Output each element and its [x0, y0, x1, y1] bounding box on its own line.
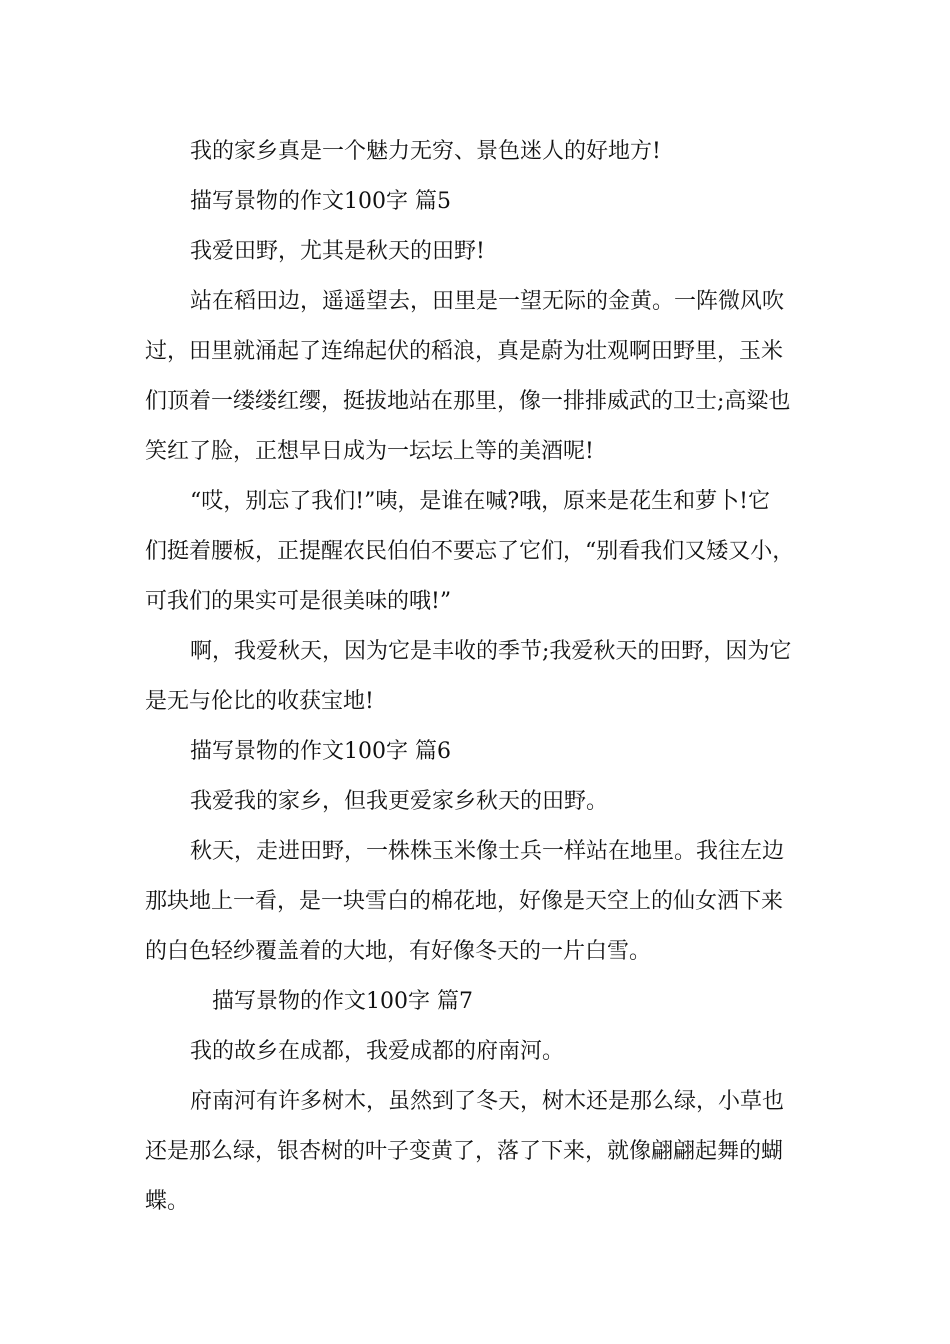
- text-line: 府南河有许多树木，虽然到了冬天，树木还是那么绿，小草也: [190, 1089, 785, 1114]
- paragraph-peanut-radish: [145, 477, 815, 627]
- paragraph-chengdu: 我的故乡在成都，我爱成都的府南河。: [190, 1039, 565, 1064]
- section-heading-5: 描写景物的作文100字 篇5: [190, 189, 451, 214]
- paragraph-love-fields: 我爱田野，尤其是秋天的田野!: [190, 239, 485, 264]
- section-heading-6: 描写景物的作文100字 篇6: [190, 739, 451, 764]
- text-line: “哎，别忘了我们!”咦，是谁在喊?哦，原来是花生和萝卜!它: [190, 489, 770, 514]
- text-line: 笑红了脸，正想早日成为一坛坛上等的美酒呢!: [145, 439, 594, 464]
- text-line: 站在稻田边，遥遥望去，田里是一望无际的金黄。一阵微风吹: [190, 289, 785, 314]
- text-line: 蝶。: [145, 1189, 190, 1214]
- text-line: 啊，我爱秋天，因为它是丰收的季节;我爱秋天的田野，因为它: [190, 639, 792, 664]
- text-line: 秋天，走进田野，一株株玉米像士兵一样站在地里。我往左边: [190, 839, 785, 864]
- paragraph-hometown-closing: 我的家乡真是一个魅力无穷、景色迷人的好地方!: [190, 139, 661, 164]
- paragraph-harvest: [145, 627, 815, 727]
- text-line: 的白色轻纱覆盖着的大地，有好像冬天的一片白雪。: [145, 939, 652, 964]
- text-line: 过，田里就涌起了连绵起伏的稻浪，真是蔚为壮观啊田野里，玉米: [145, 339, 784, 364]
- paragraph-rice-field: [145, 277, 815, 477]
- paragraph-autumn-fields: 我爱我的家乡，但我更爱家乡秋天的田野。: [190, 789, 609, 814]
- text-line: 可我们的果实可是很美味的哦!”: [145, 589, 452, 614]
- text-line: 们挺着腰板，正提醒农民伯伯不要忘了它们，“别看我们又矮又小，: [145, 539, 795, 564]
- section-heading-7: 描写景物的作文100字 篇7: [212, 989, 473, 1014]
- paragraph-cotton-field: [145, 827, 815, 977]
- text-line: 们顶着一缕缕红缨，挺拔地站在那里，像一排排威武的卫士;高粱也: [145, 389, 791, 414]
- paragraph-funan-river: [145, 1077, 815, 1227]
- text-line: 那块地上一看，是一块雪白的棉花地，好像是天空上的仙女洒下来: [145, 889, 784, 914]
- text-line: 还是那么绿，银杏树的叶子变黄了，落了下来，就像翩翩起舞的蝴: [145, 1139, 784, 1164]
- text-line: 是无与伦比的收获宝地!: [145, 689, 374, 714]
